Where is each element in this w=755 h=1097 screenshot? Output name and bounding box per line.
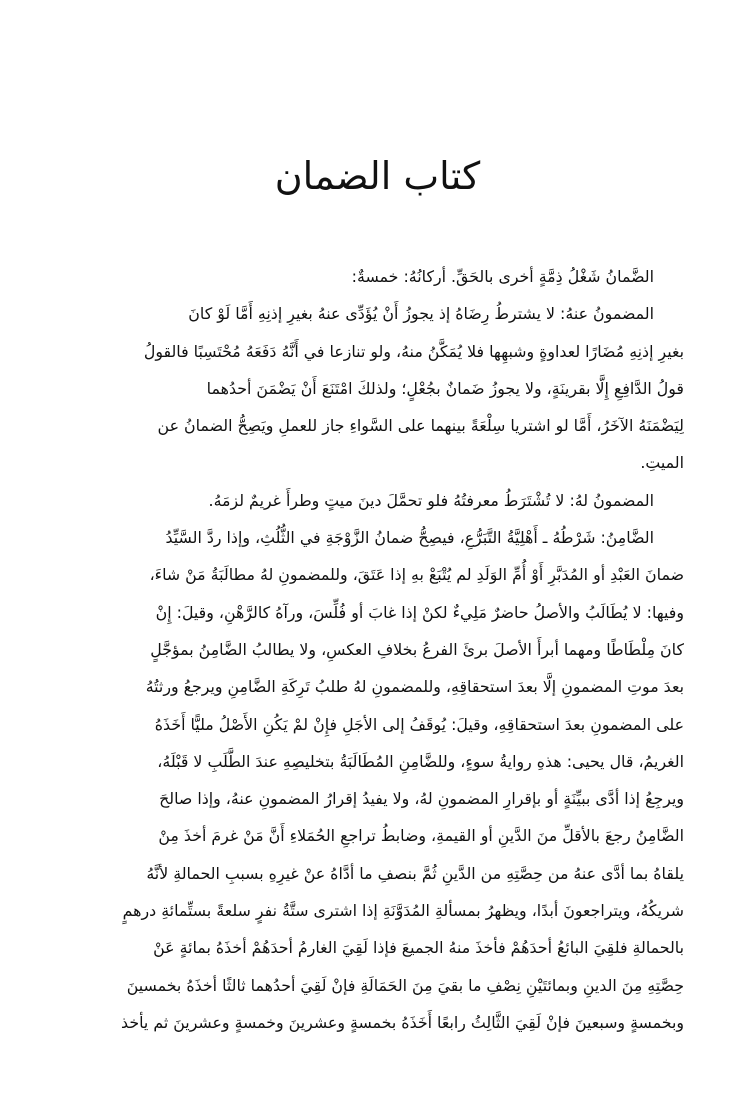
text-line: وفيها: لا يُطَالَبُ والأصلُ حاضرٌ مَلِيءٌ لكنْ إذا غابَ أو فُلِّسَ، ورآهُ كالرَّهْنِ، وقيلَ: إِنْ	[155, 602, 684, 622]
text-line: لِيَضْمَنَهُ الآخَرُ، أَمَّا لو اشتريا سِلْعَةً بينهما على السَّواءِ جاز للعملِ ويَصِحُّ الضمانُ عن	[157, 416, 684, 436]
body-text	[72, 258, 684, 1041]
chapter-title: كتاب الضمان	[274, 154, 481, 198]
text-line: ضمانَ العَبْدِ أو المُدَبَّرِ أَوْ أُمِّ الوَلَدِ لم يُتْبَعْ بهِ إذا عَتَقَ، وللمضمونِ لهُ مطالَبَةُ مَنْ شاءَ،	[149, 565, 684, 585]
text-line: كانَ مِلْطَاطًا ومهما أبرأَ الأصلَ برئَ الفرعُ بخلافِ العكسِ، ولا يطالبُ الضَّامِنُ بمؤجَّلٍ	[150, 639, 684, 659]
text-line: الضَّامِنُ رجعَ بالأقلِّ منَ الدَّينِ أو القيمةِ، وضابطُ تراجعِ الحُمَلاءِ أَنَّ مَنْ غرمَ أخذَ مِنْ	[158, 826, 684, 846]
text-line: الغريمُ، قال يحيى: هذهِ روايةُ سوءٍ، وللضَّامِنِ المُطَالَبَةُ بتخليصِهِ عندَ الطَّلَبِ لا قَبْلَهُ،	[157, 751, 684, 771]
text-line: حِصَّتِهِ مِنَ الدينِ وبمائتَيْنِ نِصْفِ ما بقيَ مِنَ الحَمَالَةِ فإنْ لَقِيَ أحدُهما ثالثًا أخذَهُ بخمسينَ	[126, 975, 684, 995]
text-line: الضَّامِنُ: شَرْطُهُ ـ أَهْلِيَّةُ التَّبَرُّعِ، فيصِحُّ ضمانُ الزَّوْجَةِ في الثُّلُثِ، وإذا ردَّ السَّيِّدُ	[165, 528, 654, 548]
text-line: الميتِ.	[640, 453, 684, 473]
text-line: الضَّمانُ شَغْلُ ذِمَّةٍ أخرى بالحَقِّ. أركانُهُ: خمسةٌ:	[351, 267, 654, 286]
text-line: المضمونُ لهُ: لا تُشْتَرَطُ معرفتُهُ فلو تحمَّلَ دينَ ميتٍ وطرأَ غريمٌ لزمَهُ.	[208, 490, 654, 510]
text-line: على المضمونِ بعدَ استحقاقِهِ، وقيلَ: يُوقَفُ إلى الأجَلِ فإِنْ لمْ يَكُنِ الأَصْلُ مليًّا أَخَذَهُ	[154, 714, 684, 734]
text-line: بالحمالةِ فلقِيَ البائعُ أحدَهُمْ فأخذَ منهُ الجميعَ فإذا لَقِيَ الغارمُ أحدَهُمْ أخذَهُ بمائةٍ عَنْ	[153, 938, 684, 958]
text-line: ويرجِعُ إذا أدَّى ببيِّنَةٍ أو بإقرارِ المضمونِ لهُ، ولا يفيدُ إقرارُ المضمونِ عنهُ، وإذا صالحَ	[159, 789, 684, 809]
text-line: المضمونُ عنهُ: لا يشترطُ رِضَاهُ إذ يجوزُ أَنْ يُؤَدِّى عنهُ بغيرِ إذنِهِ أَمَّا لَوْ كانَ	[188, 304, 654, 324]
text-line: شريكُهُ، ويتراجعونَ أبدًا، ويظهرُ بمسألةِ المُدَوَّنَةِ إذا اشترى ستَّةُ نفرٍ سلعةً بستِّمائةِ درهمٍ	[122, 901, 684, 921]
text-line: بغيرِ إذنِهِ مُضَارًا لعداوةٍ وشبهِها فلا يُمَكَّنُ منهُ، ولو تنازعا في أَنَّهُ دَفَعَهُ مُحْتَسِبًا فالقولُ	[143, 341, 684, 361]
text-line: وبخمسةٍ وسبعينَ فإنْ لَقِيَ الثَّالِثُ رابعًا أَخَذَهُ بخمسةٍ وعشرينَ وخمسةٍ وعشرينَ ثم يأخذ	[121, 1012, 684, 1032]
text-line: يلقاهُ بما أدَّى عنهُ من حِصَّتِهِ من الدَّينِ ثُمَّ بنصفِ ما أدَّاهُ عنْ غيرِهِ بسببِ الحمالةِ لأنَّهُ	[146, 863, 684, 883]
text-line: قولُ الدَّافِعِ إِلَّا بقرينَةٍ، ولا يجوزُ ضَمانٌ بجُعْلٍ؛ ولذلكَ امْتَنَعَ أَنْ يَضْمَنَ أحدُهما	[206, 378, 684, 398]
text-line: بعدَ موتِ المضمونِ إلَّا بعدَ استحقاقِهِ، وللمضمونِ لهُ طلبُ تَرِكَةِ الضَّامِنِ ويرجعُ ورثتُهُ	[145, 677, 684, 697]
